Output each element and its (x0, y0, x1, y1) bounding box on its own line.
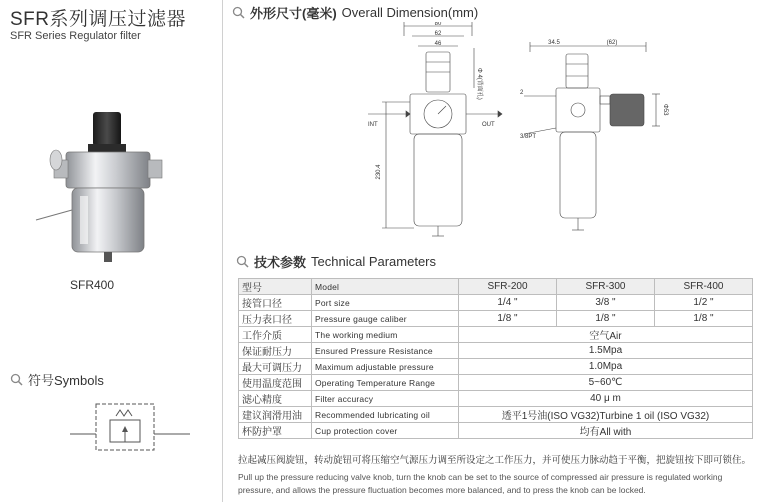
param-en: Maximum adjustable pressure (312, 359, 459, 375)
side-view-drawing (520, 38, 670, 238)
dim-phi53: Φ53 (662, 104, 668, 116)
param-cn: 建议润滑用油 (239, 407, 312, 423)
param-value: 1/8 " (459, 311, 557, 327)
param-value: 5~60℃ (459, 375, 753, 391)
header-cell: SFR-400 (654, 279, 752, 295)
param-value: 1.5Mpa (459, 343, 753, 359)
param-cn: 滤心精度 (239, 391, 312, 407)
table-row (239, 391, 753, 407)
parameters-table (238, 278, 753, 439)
out-label: OUT (482, 122, 495, 128)
dimension-heading-cn: 外形尺寸(毫米) (250, 6, 337, 21)
symbols-heading (10, 370, 104, 389)
param-cn: 使用温度范围 (239, 375, 312, 391)
param-value: 空气Air (459, 327, 753, 343)
port-label: 3/8PT (520, 134, 537, 140)
param-en: Ensured Pressure Resistance (312, 343, 459, 359)
magnifier-icon (10, 373, 23, 386)
note-cn: 拉起减压阀旋钮，转动旋钮可将压缩空气源压力调至所设定之工作压力，并可使压力脉动趋于平衡，把旋钮按下即可锁住。 (238, 455, 752, 466)
dimension-heading (232, 3, 478, 22)
dim-62: 62 (434, 31, 442, 37)
param-en: Port size (312, 295, 459, 311)
dim-80: 80 (434, 22, 442, 27)
param-en: Filter accuracy (312, 391, 459, 407)
header-cell: SFR-200 (459, 279, 557, 295)
table-row (239, 359, 753, 375)
param-en: Operating Temperature Range (312, 375, 459, 391)
front-view-drawing (368, 22, 508, 242)
param-value: 透平1号油(ISO VG32)Turbine 1 oil (ISO VG32) (459, 407, 753, 423)
param-en: The working medium (312, 327, 459, 343)
header-cell: Model (312, 279, 459, 295)
param-en: Pressure gauge caliber (312, 311, 459, 327)
technical-heading-en: Technical Parameters (311, 254, 437, 269)
dim-62-paren: (62) (606, 40, 618, 46)
header-cell: 型号 (239, 279, 312, 295)
param-value: 均有All with (459, 423, 753, 439)
table-row (239, 327, 753, 343)
param-value: 1/8 " (654, 311, 752, 327)
param-cn: 压力表口径 (239, 311, 312, 327)
param-en: Cup protection cover (312, 423, 459, 439)
page-title: SFR系列调压过滤器 (10, 9, 187, 30)
param-value: 1/8 " (556, 311, 654, 327)
dim-2: 2 (520, 90, 524, 96)
param-cn: 保证耐压力 (239, 343, 312, 359)
dim-side-note: Φ 4(背面孔) (476, 68, 482, 100)
table-row (239, 295, 753, 311)
magnifier-icon (236, 255, 249, 268)
dimension-heading-en: Overall Dimension(mm) (341, 5, 479, 20)
product-model: SFR400 (70, 278, 115, 292)
param-cn: 最大可调压力 (239, 359, 312, 375)
page-subtitle: SFR Series Regulator filter (10, 30, 141, 42)
param-value: 1/4 " (459, 295, 557, 311)
param-cn: 杯防护罩 (239, 423, 312, 439)
param-en: Recommended lubricating oil (312, 407, 459, 423)
table-row (239, 343, 753, 359)
dim-46: 46 (434, 41, 442, 47)
dim-height: 230.4 (376, 164, 382, 180)
technical-heading (236, 252, 436, 271)
param-cn: 工作介质 (239, 327, 312, 343)
param-value: 40 μ m (459, 391, 753, 407)
param-value: 1/2 " (654, 295, 752, 311)
param-value: 1.0Mpa (459, 359, 753, 375)
symbols-heading-text: 符号Symbols (28, 373, 104, 388)
regulator-symbol (70, 398, 190, 458)
table-row (239, 407, 753, 423)
product-photo (8, 100, 208, 270)
table-row (239, 311, 753, 327)
table-header-row (239, 279, 753, 295)
header-cell: SFR-300 (556, 279, 654, 295)
table-row (239, 423, 753, 439)
param-cn: 接管口径 (239, 295, 312, 311)
param-value: 3/8 " (556, 295, 654, 311)
column-divider (222, 0, 223, 502)
technical-heading-cn: 技术参数 (254, 255, 307, 270)
in-label: INT (368, 122, 378, 128)
note-en: Pull up the pressure reducing valve knob, turn the knob can be set to the source of compressed air pressure is regulated working pressure, and allows the pressure fluctuation becomes more balanced, and to press the knob can be locked. (238, 472, 723, 495)
dim-34-5: 34.5 (548, 40, 560, 46)
table-row (239, 375, 753, 391)
magnifier-icon (232, 6, 245, 19)
